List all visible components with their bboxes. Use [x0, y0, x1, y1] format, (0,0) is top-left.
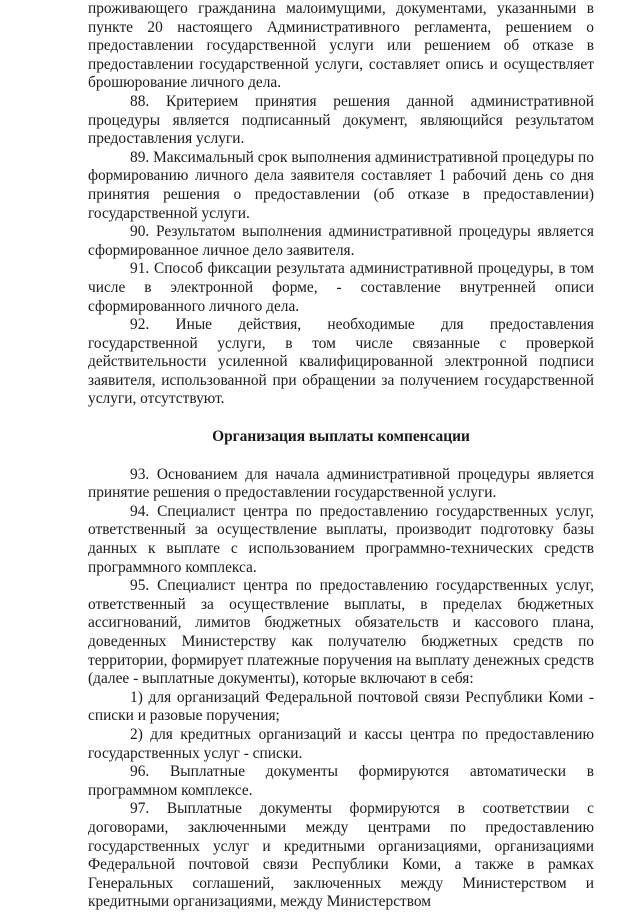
document-paragraph: проживающего гражданина малоимущими, документами, указанными в пункте 20 настоящего Административного регламента, решением о предоставлении государственной услуги или решением об отказе в предоставлении государственной услуги, составляет опись и осуществляет брошюрование личного дела. [88, 0, 594, 92]
document-paragraph: 96. Выплатные документы формируются автоматически в программном комплексе. [88, 763, 594, 799]
document-paragraph: 93. Основанием для начала административной процедуры является принятие решения о предоставлении государственной услуги. [88, 465, 594, 502]
document-paragraph: 95. Специалист центра по предоставлению государственных услуг, ответственный за осуществление выплаты, в пределах бюджетных ассигнований, лимитов бюджетных обязательств и кассового плана, доведенных Министерству как получателю бюджетных средств по территории, формирует платежные поручения на выплату денежных средств (далее - выплатные документы), которые включают в себя: [88, 577, 594, 688]
document-paragraph: 1) для организаций Федеральной почтовой связи Республики Коми - списки и разовые поручения; [88, 688, 594, 725]
document-paragraph: 92. Иные действия, необходимые для предоставления государственной услуги, в том числе связанные с проверкой действительности усиленной квалифицированной электронной подписи заявителя, использованной при обращении за получением государственной услуги, отсутствуют. [88, 316, 594, 408]
section-heading: Организация выплаты компенсации [212, 428, 470, 446]
document-paragraph: 97. Выплатные документы формируются в соответствии с договорами, заключенными между центрами по предоставлению государственных услуг и кредитными организациями, организациями Федеральной почтовой связи Республики Коми, а также в рамках Генеральных соглашений, заключенных между Министерством и кредитными организациями, между Министерством [88, 800, 594, 911]
document-page [88, 0, 594, 912]
paragraphs-before [88, 0, 594, 409]
document-paragraph: 90. Результатом выполнения административной процедуры является сформированное личное дело заявителя. [88, 223, 594, 259]
document-paragraph: 88. Критерием принятия решения данной административной процедуры является подписанный документ, являющийся результатом предоставления услуги. [88, 92, 594, 148]
document-paragraph: 91. Способ фиксации результата административной процедуры, в том числе в электронной форме, - составление внутренней описи сформированного личного дела. [88, 260, 594, 315]
document-paragraph: 94. Специалист центра по предоставлению государственных услуг, ответственный за осуществление выплаты, производит подготовку базы данных к выплате с использованием программно-технических средств программного комплекса. [88, 502, 594, 576]
paragraphs-after [88, 466, 594, 912]
document-paragraph: 2) для кредитных организаций и кассы центра по предоставлению государственных услуг - списки. [88, 725, 594, 762]
document-paragraph: 89. Максимальный срок выполнения административной процедуры по формированию личного дела заявителя составляет 1 рабочий день со дня принятия решения о предоставлении (об отказе в предоставлении) государственной услуги. [88, 148, 594, 222]
